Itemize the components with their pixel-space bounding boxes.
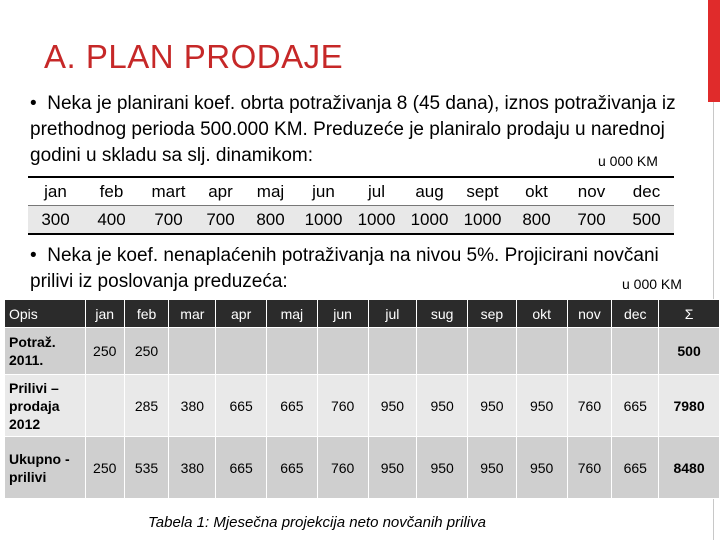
table-cell: 950 [417, 375, 468, 437]
column-header: sug [417, 300, 468, 328]
column-header: jun [317, 300, 368, 328]
sales-value-cell: 500 [619, 206, 674, 235]
row-total-cell: 8480 [659, 437, 720, 499]
sales-value-cell: 1000 [403, 206, 456, 235]
sales-value-cell: 700 [564, 206, 619, 235]
table-cell [267, 328, 318, 375]
column-header: apr [216, 300, 267, 328]
sales-month-header: apr [197, 177, 244, 206]
table-cell: 760 [317, 375, 368, 437]
table-cell: 535 [124, 437, 169, 499]
table-cell [85, 375, 124, 437]
column-header: jul [368, 300, 417, 328]
table-cell: 665 [216, 375, 267, 437]
bullet-icon: • [30, 245, 48, 266]
table-cell: 760 [317, 437, 368, 499]
table-cell [317, 328, 368, 375]
table-cell: 665 [216, 437, 267, 499]
table-cell: 665 [612, 375, 659, 437]
row-total-cell: 500 [659, 328, 720, 375]
table-cell: 760 [567, 375, 612, 437]
table-cell [216, 328, 267, 375]
sales-month-header: mart [140, 177, 197, 206]
bullet-icon: • [30, 93, 48, 114]
sales-month-header: aug [403, 177, 456, 206]
table-cell: 665 [267, 375, 318, 437]
sales-table [28, 176, 674, 235]
table-cell: 950 [468, 375, 517, 437]
sales-value-cell: 1000 [297, 206, 350, 235]
sales-value-cell: 800 [509, 206, 564, 235]
sales-value-cell: 1000 [350, 206, 403, 235]
slide-title: A. PLAN PRODAJE [44, 38, 344, 75]
table-cell: 250 [85, 328, 124, 375]
sales-month-header: feb [83, 177, 140, 206]
cash-flow-table [4, 299, 720, 499]
column-header-opis: Opis [5, 300, 86, 328]
table-cell [567, 328, 612, 375]
table-cell: 760 [567, 437, 612, 499]
sales-month-header: jul [350, 177, 403, 206]
table-cell: 950 [468, 437, 517, 499]
column-header: maj [267, 300, 318, 328]
unit-label-bottom: u 000 KM [622, 276, 682, 292]
table-cell: 380 [169, 437, 216, 499]
column-header: Σ [659, 300, 720, 328]
accent-bar [708, 0, 720, 102]
table-cell: 950 [368, 437, 417, 499]
table-cell [417, 328, 468, 375]
sales-value-cell: 700 [197, 206, 244, 235]
sales-month-header: okt [509, 177, 564, 206]
second-paragraph [30, 243, 670, 295]
table-cell: 950 [516, 437, 567, 499]
column-header: okt [516, 300, 567, 328]
row-label: Potraž. 2011. [5, 328, 86, 375]
table-row [5, 328, 720, 375]
table-cell: 380 [169, 375, 216, 437]
table-row [5, 375, 720, 437]
table-cell [468, 328, 517, 375]
sales-value-cell: 1000 [456, 206, 509, 235]
intro-paragraph [30, 91, 690, 169]
table-cell: 250 [124, 328, 169, 375]
sales-value-cell: 700 [140, 206, 197, 235]
sales-value-cell: 400 [83, 206, 140, 235]
column-header: feb [124, 300, 169, 328]
sales-month-header: maj [244, 177, 297, 206]
column-header: sep [468, 300, 517, 328]
table-caption: Tabela 1: Mjesečna projekcija neto novčanih priliva [148, 514, 486, 531]
row-label: Ukupno - prilivi [5, 437, 86, 499]
row-label: Prilivi – prodaja 2012 [5, 375, 86, 437]
column-header: jan [85, 300, 124, 328]
sales-month-header: dec [619, 177, 674, 206]
sales-month-header: jan [28, 177, 83, 206]
sales-month-header: nov [564, 177, 619, 206]
table-row [5, 437, 720, 499]
table-cell [169, 328, 216, 375]
sales-value-cell: 300 [28, 206, 83, 235]
intro-text: Neka je planirani koef. obrta potraživanja 8 (45 dana), iznos potraživanja iz prethodnog perioda 500.000 KM. Preduzeće je planiralo prodaju u narednoj godini u skladu sa slj. dinamikom: [30, 93, 676, 166]
table-cell [516, 328, 567, 375]
table-cell: 950 [516, 375, 567, 437]
table-cell: 950 [417, 437, 468, 499]
table-cell: 665 [267, 437, 318, 499]
table-cell [368, 328, 417, 375]
second-text: Neka je koef. nenaplaćenih potraživanja na nivou 5%. Projicirani novčani prilivi iz poslovanja preduzeća: [30, 245, 659, 292]
table-cell: 250 [85, 437, 124, 499]
column-header: nov [567, 300, 612, 328]
sales-month-header: sept [456, 177, 509, 206]
row-total-cell: 7980 [659, 375, 720, 437]
table-cell: 285 [124, 375, 169, 437]
unit-label-top: u 000 KM [598, 153, 658, 169]
column-header: dec [612, 300, 659, 328]
table-cell [612, 328, 659, 375]
sales-value-cell: 800 [244, 206, 297, 235]
table-cell: 950 [368, 375, 417, 437]
table-cell: 665 [612, 437, 659, 499]
column-header: mar [169, 300, 216, 328]
sales-month-header: jun [297, 177, 350, 206]
